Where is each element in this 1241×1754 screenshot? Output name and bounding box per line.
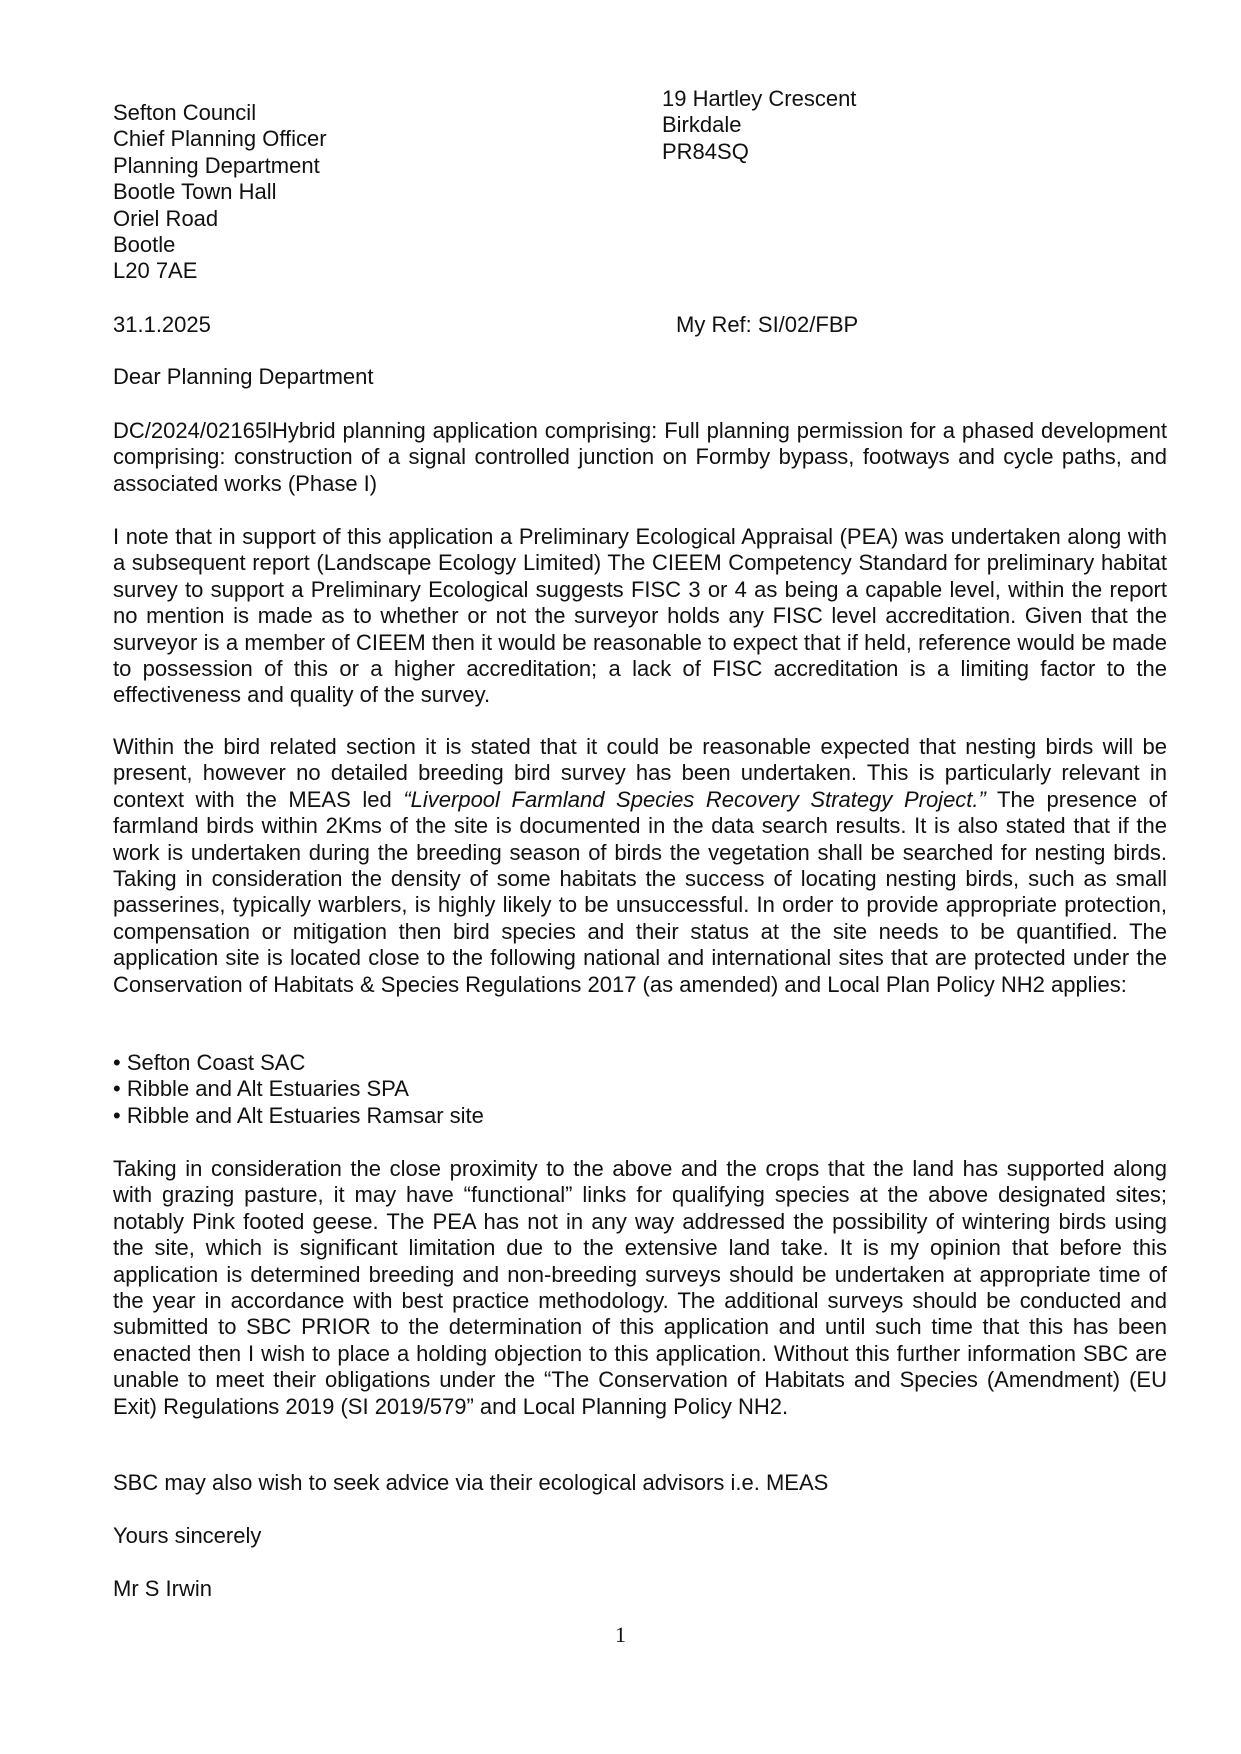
project-title-italic: “Liverpool Farmland Species Recovery Strategy Project.” — [403, 786, 986, 812]
advice-paragraph: SBC may also wish to seek advice via their ecological advisors i.e. MEAS — [113, 1470, 829, 1495]
recipient-address — [113, 100, 533, 285]
protected-sites-list — [113, 1050, 484, 1129]
sender-line: Birkdale — [662, 112, 742, 138]
bird-survey-text-end: The presence of farmland birds within 2Kms of the site is documented in the data search results. It is also stated that if the work is undertaken during the breeding season of birds the vegetation shall be searched for nesting birds. Taking in consideration the density of some habitats the success of locating nesting birds, such as small passerines, typically warblers, is highly likely to be unsuccessful. In order to provide appropriate protection, compensation or mitigation then bird species and their status at the site needs to be quantified. The application site is located close to the following national and international sites that are protected under the Conservation of Habitats & Species Regulations 2017 (as amended) and Local Plan Policy NH2 applies: — [113, 786, 1168, 997]
salutation: Dear Planning Department — [113, 364, 374, 389]
page-number: 1 — [615, 1622, 626, 1647]
sender-line: 19 Hartley Crescent — [662, 86, 857, 111]
sender-address — [662, 86, 1082, 165]
recipient-line: Oriel Road — [113, 205, 219, 231]
recipient-line: Planning Department — [113, 152, 320, 178]
list-item: • Sefton Coast SAC — [113, 1050, 306, 1075]
signature: Mr S Irwin — [113, 1576, 212, 1601]
pea-accreditation-paragraph: I note that in support of this application a Preliminary Ecological Appraisal (PEA) was undertaken along with a subsequent report (Landscape Ecology Limited) The CIEEM Competency Standard for preliminary habitat survey to support a Preliminary Ecological suggests FISC 3 or 4 as being a capable level, within the report no mention is made as to whether or not the surveyor holds any FISC level accreditation. Given that the surveyor is a member of CIEEM then it would be reasonable to expect that if held, reference would be made to possession of this or a higher accreditation; a lack of FISC accreditation is a limiting factor to the effectiveness and quality of the survey. — [113, 524, 1167, 708]
bird-survey-paragraph — [113, 734, 1167, 998]
reference-number: My Ref: SI/02/FBP — [676, 312, 859, 337]
functional-links-paragraph: Taking in consideration the close proximity to the above and the crops that the land has supported along with grazing pasture, it may have “functional” links for qualifying species at the above designated sites; notably Pink footed geese. The PEA has not in any way addressed the possibility of wintering birds using the site, which is significant limitation due to the extensive land take. It is my opinion that before this application is determined breeding and non-breeding surveys should be undertaken at appropriate time of the year in accordance with best practice methodology. The additional surveys should be conducted and submitted to SBC PRIOR to the determination of this application and until such time that this has been enacted then I wish to place a holding objection to this application. Without this further information SBC are unable to meet their obligations under the “The Conservation of Habitats and Species (Amendment) (EU Exit) Regulations 2019 (SI 2019/579” and Local Planning Policy NH2. — [113, 1156, 1167, 1419]
sender-line: PR84SQ — [662, 138, 749, 164]
list-item: • Ribble and Alt Estuaries Ramsar site — [113, 1102, 484, 1128]
letter-date: 31.1.2025 — [113, 312, 211, 337]
list-item: • Ribble and Alt Estuaries SPA — [113, 1076, 409, 1102]
recipient-line: Sefton Council — [113, 100, 257, 125]
recipient-line: Bootle Town Hall — [113, 179, 277, 205]
recipient-line: Bootle — [113, 232, 176, 258]
closing: Yours sincerely — [113, 1523, 262, 1548]
application-title-paragraph: DC/2024/02165lHybrid planning application comprising: Full planning permission for a phased development comprising: construction of a signal controlled junction on Formby bypass, footways and cycle paths, and associated works (Phase I) — [113, 418, 1167, 496]
recipient-line: Chief Planning Officer — [113, 126, 327, 152]
recipient-line: L20 7AE — [113, 258, 198, 284]
bird-survey-text-start: Within the bird related section it is stated that it could be reasonable expected that nesting birds will be present, however no detailed breeding bird survey has been undertaken. This is particularly relevant in context with the MEAS led — [113, 734, 1167, 812]
